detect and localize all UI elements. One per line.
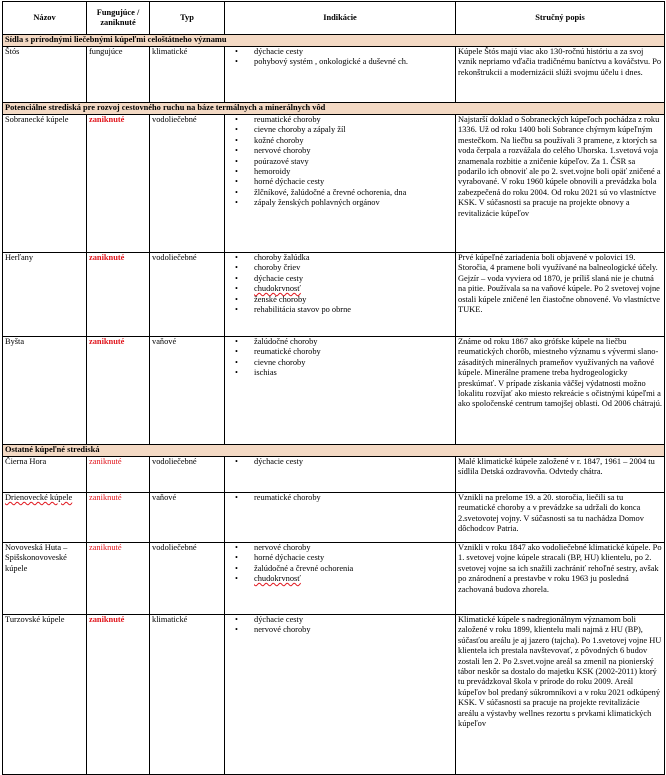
cell-indications — [225, 615, 456, 775]
indication-list — [227, 543, 453, 585]
cell-description: Vznikli v roku 1847 ako vodoliečebné klimatické kúpele. Po 1. svetovej vojne kúpele stracali (BP, HU) klientelu, po 2. svetovej vojne sa ich snažili zachrániť rehoľné sestry, avšak po znárodnení a prestavbe v roku 1963 ju posledná zachovaná budova zhorela. — [456, 543, 665, 615]
cell-status: zaniknuté — [87, 457, 150, 493]
cell-name: Sobranecké kúpele — [3, 115, 87, 253]
indication-item: • cievne choroby — [227, 358, 453, 368]
cell-type: vaňové — [150, 337, 225, 445]
cell-type: vodoliečebné — [150, 115, 225, 253]
section-row — [3, 35, 665, 47]
indication-list — [227, 337, 453, 379]
spellcheck-word: Drienovecké kúpele — [5, 493, 73, 502]
cell-indications — [225, 457, 456, 493]
cell-indications — [225, 115, 456, 253]
cell-name: Štós — [3, 47, 87, 103]
cell-name — [3, 493, 87, 543]
table-row — [3, 543, 665, 615]
cell-status: zaniknuté — [87, 115, 150, 253]
cell-status: zaniknuté — [87, 337, 150, 445]
indication-item: • ženské choroby — [227, 295, 453, 305]
indication-item: • dýchacie cesty — [227, 47, 453, 57]
cell-indications — [225, 543, 456, 615]
indication-list — [227, 493, 453, 503]
cell-status: fungujúce — [87, 47, 150, 103]
spellcheck-word: chudokrvnosť — [254, 284, 301, 294]
cell-status: zaniknuté — [87, 543, 150, 615]
cell-status: zaniknuté — [87, 253, 150, 337]
cell-description: Známe od roku 1867 ako grófske kúpele na liečbu reumatických chorôb, miestneho významu s vývermi slano-zásaditých minerálnych prameňov využívaných na vaňové kúpele. Minerálne pramene treba hydrogeologicky preskúmať. V prípade získania väčšej výdatnosti možno lokalitu rozvíjať ako miesto rekreácie s očistnými kúpeľmi a ako spoločenské centrum tamojšej oblasti. Od 2006 chátrajú. — [456, 337, 665, 445]
indication-item: • choroby čriev — [227, 263, 453, 273]
cell-status: zaniknuté — [87, 615, 150, 775]
indication-item: • reumatické choroby — [227, 493, 453, 503]
cell-name: Novoveská Huta – Spišskonovoveské kúpele — [3, 543, 87, 615]
header-status: Fungujúce / zaniknuté — [87, 2, 150, 35]
cell-status: zaniknuté — [87, 493, 150, 543]
indication-item: • zápaly ženských pohlavných orgánov — [227, 198, 453, 208]
spa-table — [2, 1, 665, 775]
table-row — [3, 47, 665, 103]
indication-item: • pohybový systém , onkologické a duševné ch. — [227, 57, 453, 67]
cell-type: vodoliečebné — [150, 543, 225, 615]
cell-description: Prvé kúpeľné zariadenia boli objavené v polovici 19. Storočia, 4 pramene boli využívané na balneologické účely. Gejzír – voda vyviera od 1870, je príliš slaná nie je chutná na pitie. Používala sa na vaňové kúpele. Po 2 svetovej vojne ostali kúpele zničené len čiastočne obnovené. Vo vlastníctve TUKE. — [456, 253, 665, 337]
indication-item: • nervové choroby — [227, 625, 453, 635]
indication-item: • ischias — [227, 368, 453, 378]
cell-description: Vznikli na prelome 19. a 20. storočia, liečili sa tu reumatické choroby a v prevádzke sa udržali do konca 2.svetovotej vojny. V súčasnosti sa tu nachádza Domov dôchodcov Patria. — [456, 493, 665, 543]
indication-item: • kožné choroby — [227, 136, 453, 146]
indication-item: • žalúdočné choroby — [227, 337, 453, 347]
cell-type: klimatické — [150, 47, 225, 103]
indication-item: • horné dýchacie cesty — [227, 553, 453, 563]
cell-description: Najstarší doklad o Sobraneckých kúpeľoch pochádza z roku 1336. Už od roku 1400 boli Sobrance chýrnym kúpeľným mestečkom. Na liečbu sa používali 3 pramene, z ktorých sa voda čerpala a rozvážala do celého Uhorska. 1.svetová voja znamenala rozbitie a zničenie kúpeľov. Za 1. ČSR sa podarilo ich obnoviť ale po 2. svet.vojne boli opäť zničené a vyrabované. V roku 1960 kúpele obnovili a prevádzka bola zabezpečená do roku 2004. Od roku 2021 sú vo vlastníctve KSK. V súčasnosti sa pracuje na projekte obnovy a revitalizácie kúpeľov — [456, 115, 665, 253]
indication-item: • horné dýchacie cesty — [227, 177, 453, 187]
indication-item: • hemoroidy — [227, 167, 453, 177]
cell-type: vodoliečebné — [150, 253, 225, 337]
indication-item: • poúrazové stavy — [227, 157, 453, 167]
cell-description: Malé klimatické kúpele založené v r. 1847, 1961 – 2004 tu sídlila Detská ozdravovňa. Odvtedy chátra. — [456, 457, 665, 493]
table-row — [3, 253, 665, 337]
header-description: Stručný popis — [456, 2, 665, 35]
cell-indications — [225, 337, 456, 445]
indication-list — [227, 457, 453, 467]
indication-item: • dýchacie cesty — [227, 457, 453, 467]
indication-item — [227, 574, 453, 584]
cell-name: Byšta — [3, 337, 87, 445]
indication-item: • nervové choroby — [227, 146, 453, 156]
cell-name: Čierna Hora — [3, 457, 87, 493]
section-title: Sídla s prírodnými liečebnými kúpeľmi celoštátneho významu — [3, 35, 665, 47]
indication-item — [227, 284, 453, 294]
indication-item: • dýchacie cesty — [227, 274, 453, 284]
header-indications: Indikácie — [225, 2, 456, 35]
section-row — [3, 103, 665, 115]
cell-name: Herľany — [3, 253, 87, 337]
indication-item: • cievne choroby a zápaly žíl — [227, 125, 453, 135]
cell-description: Klimatické kúpele s nadregionálnym významom boli založené v roku 1899, klientelu mali najmä z HU (BP), súčasťou areálu je aj jazero (tajcha). Po 1.svetovej vojne HU klientela ich prestala navštevovať, z pôvodných 6 budov zostali len 2. Po 2.svet.vojne areál sa zmenil na pionierský tábor neskôr sa dostalo do majetku KSK (2002-2011) ktorý tu prevádzkoval škola v prírode do roku 2009. Areál kúpeľov bol predaný súkromníkovi a v roku 2021 odkúpený KSK. V súčasnosti sa pracuje na projekte revitalizácie areálu a výstavby wellnes rezortu s prvkami klimatických kúpeľov — [456, 615, 665, 775]
table-row — [3, 457, 665, 493]
header-row — [3, 2, 665, 35]
header-type: Typ — [150, 2, 225, 35]
cell-type: klimatické — [150, 615, 225, 775]
header-name: Názov — [3, 2, 87, 35]
section-title: Ostatné kúpeľné strediská — [3, 445, 665, 457]
indication-item: • choroby žalúdka — [227, 253, 453, 263]
section-title: Potenciálne strediská pre rozvoj cestovného ruchu na báze termálnych a minerálnych vôd — [3, 103, 665, 115]
indication-item: • reumatické choroby — [227, 347, 453, 357]
indication-list — [227, 615, 453, 636]
indication-item: • žlčníkové, žalúdočné a črevné ochorenia, dna — [227, 188, 453, 198]
indication-item: • rehabilitácia stavov po obrne — [227, 305, 453, 315]
indication-item: • nervové choroby — [227, 543, 453, 553]
indication-list — [227, 253, 453, 315]
table-row — [3, 115, 665, 253]
table-row — [3, 493, 665, 543]
indication-item: • dýchacie cesty — [227, 615, 453, 625]
cell-type: vodoliečebné — [150, 457, 225, 493]
table-row — [3, 615, 665, 775]
indication-item: • reumatické choroby — [227, 115, 453, 125]
cell-name: Turzovské kúpele — [3, 615, 87, 775]
cell-indications — [225, 47, 456, 103]
table-row — [3, 337, 665, 445]
cell-indications — [225, 253, 456, 337]
indication-list — [227, 115, 453, 209]
indication-item: • žalúdočné a črevné ochorenia — [227, 564, 453, 574]
spellcheck-word: chudokrvnosť — [254, 574, 301, 584]
indication-list — [227, 47, 453, 68]
cell-indications — [225, 493, 456, 543]
cell-description: Kúpele Štós majú viac ako 130-ročnú históriu a za svoj vznik nepriamo vďačia tradičnému baníctvu a kováčstvu. Po rekonštrukcii a modernizácii slúži svojmu účelu i dnes. — [456, 47, 665, 103]
cell-type: vaňové — [150, 493, 225, 543]
section-row — [3, 445, 665, 457]
